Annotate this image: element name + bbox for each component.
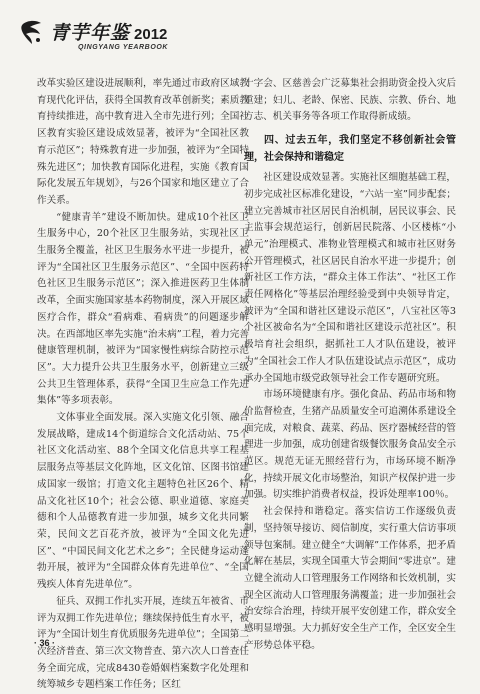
page-header	[18, 14, 462, 58]
left-text-column	[37, 76, 249, 694]
body-paragraph: 征兵、双拥工作扎实开展，连续五年被省、市评为双拥工作先进单位；继续保持低生育水平，被评为“全国计划生育优质服务先进单位”；全国第二次经济普查、第三次文物普查、第六次人口普查任务全面完成，完成8430卷婚姻档案数字化处理和统筹城乡专题档案工作任务；区红	[37, 595, 249, 691]
section-heading: 四、过去五年，我们坚定不移创新社会管理，社会保持和谐稳定	[244, 135, 456, 164]
body-paragraph: 文体事业全面发展。深入实施文化引领、融合发展战略，建成14个街道综合文化活动站、75个社区文化活动室、88个全国文化信息共享工程基层服务点等基层文化阵地，区文化馆、区图书馆建成国家一级馆；打造文化主题特色社区26个、精品文化社区10个；社会公德、职业道德、家庭美德和个人品德教育进一步加强，城乡文化共同繁荣，民间文艺百花齐放，被评为“全国文化先进区”、“中国民间文化艺术之乡”；全民健身运动蓬勃开展，被评为“全国群众体育先进单位”、“全国残疾人体育先进单位”。	[37, 412, 249, 591]
brand-title: 青芋年鉴	[50, 22, 131, 44]
body-paragraph: 改革实验区建设进展顺利，率先通过市政府区域教育现代化评估，获得全国教育改革创新奖；素质教育持续推进，高中教育进入全市先进行列；全国社区教育实验区建设成效显著，被评为“全国社区教育示范区”；特殊教育进一步加强，被评为“全国特殊先进区”；加快教育国际化进程，实施《教育国际化发展五年规划》，与26个国家和地区建立了合作关系。	[37, 78, 249, 206]
body-paragraph: 市场环境健康有序。强化食品、药品市场和物价监督检查，生猪产品质量安全可追溯体系建设全面完成，对粮食、蔬菜、药品、医疗器械经营的管理进一步加强，成功创建省级餐饮服务食品安全示范区。规范无证无照经营行为，市场环境不断净化，持续开展文化市场整治，知识产权保护进一步加强。切实维护消费者权益，投诉处理率100％。	[244, 389, 456, 501]
brand-year: 2012	[134, 26, 168, 43]
body-paragraph: 社会保持和谐稳定。落实信访工作逐级负责制，坚持领导接访、阅信制度，实行重大信访事项领导包案制。建立健全“大调解”工作体系，把矛盾化解在基层，实现全国重大节会期间“零进京”。建立健全流动人口管理服务工作网络和长效机制，实现全区流动人口管理服务满覆盖；进一步加强社会治安综合治理，持续开展平安创建工作，群众安全感明显增强。大力抓好安全生产工作，全区安全生产形势总体平稳。	[244, 506, 456, 651]
yearbook-brand	[50, 18, 167, 44]
brand-subtitle: QINGYANG YEARBOOK	[78, 44, 169, 51]
ink-brush-logo-icon	[20, 18, 44, 46]
page-number: · 36 ·	[34, 638, 56, 648]
right-text-column	[244, 76, 456, 655]
body-paragraph: “健康青羊”建设不断加快。建成10个社区卫生服务中心，20个社区卫生服务站，实现社区卫生服务全覆盖，社区卫生服务水平进一步提升，被评为“全国社区卫生服务示范区”、“全国中医药特色社区卫生服务示范区”；深入推进医药卫生体制改革，全面实施国家基本药物制度，深入开展区域医疗合作，群众“看病难、看病贵”的问题逐步解决。在西部地区率先实施“治未病”工程，着力完善健康管理机制，被评为“国家慢性病综合防控示范区”。大力提升公共卫生服务水平，创新建立三级公共卫生管理体系，获得“全国卫生应急工作先进集体”等多项表彰。	[37, 211, 249, 407]
body-paragraph: 十字会、区慈善会广泛募集社会捐助资金投入灾后重建；妇儿、老龄、保密、民族、宗教、侨台、地方志、机关事务等各项工作取得新成绩。	[244, 78, 456, 123]
body-paragraph: 社区建设成效显著。实施社区细胞基础工程，初步完成社区标准化建设，“六站一室”同步配套；建立完善城市社区居民自治机制，居民议事会、民主监事会规范运行，创新居民院落、小区楼栋“小单元”治理模式、准物业管理模式和城市社区财务公开管理模式，社区居民自治水平进一步提升；创新社区工作方法，“群众主体工作法”、“社区工作责任网格化”等基层治理经验受到中央领导肯定，被评为“全国和谐社区建设示范区”，八宝社区等3个社区被命名为“全国和谐社区建设示范社区”。积极培育社会组织，据抓社工人才队伍建设，被评为“全国社会工作人才队伍建设试点示范区”，成功承办全国地市级党政领导社会工作专题研究班。	[244, 172, 456, 384]
